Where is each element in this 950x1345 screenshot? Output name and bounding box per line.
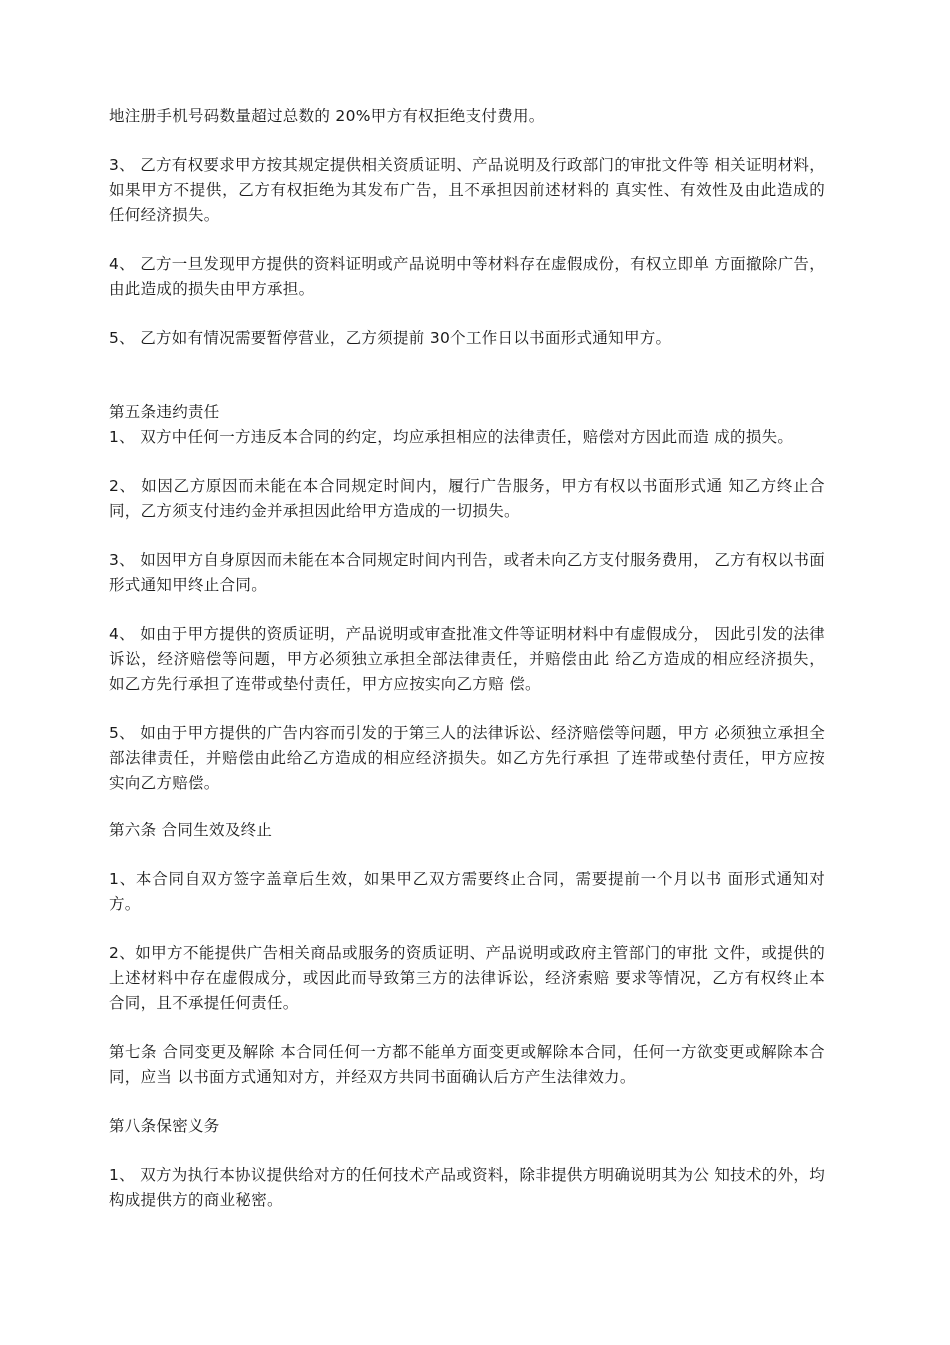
section-heading-5: 第五条违约责任 bbox=[109, 403, 220, 421]
clause-4-item-5: 5、 乙方如有情况需要暂停营业，乙方须提前 30个工作日以书面形式通知甲方。 bbox=[109, 329, 672, 347]
section-heading-6: 第六条 合同生效及终止 bbox=[109, 821, 273, 839]
clause-5-item-5: 5、 如由于甲方提供的广告内容而引发的于第三人的法律诉讼、经济赔偿等问题，甲方 必须独立承担全部法律责任，并赔偿由此给乙方造成的相应经济损失。如乙方先行承担 了连带或垫付责任，甲方应按实向乙方赔偿。 bbox=[109, 724, 825, 792]
clause-5-item-1: 1、 双方中任何一方违反本合同的约定，均应承担相应的法律责任，赔偿对方因此而造 成的损失。 bbox=[109, 428, 794, 446]
clause-6-item-1: 1、本合同自双方签字盖章后生效，如果甲乙双方需要终止合同，需要提前一个月以书 面形式通知对方。 bbox=[109, 870, 825, 913]
clause-8-item-1: 1、 双方为执行本协议提供给对方的任何技术产品或资料，除非提供方明确说明其为公 知技术的外，均构成提供方的商业秘密。 bbox=[109, 1166, 825, 1209]
clause-6-item-2: 2、如甲方不能提供广告相关商品或服务的资质证明、产品说明或政府主管部门的审批 文件，或提供的上述材料中存在虚假成分，或因此而导致第三方的法律诉讼，经济索赔 要求等情况，乙方有权终止本合同，且不承提任何责任。 bbox=[109, 944, 825, 1012]
section-7: 第七条 合同变更及解除 本合同任何一方都不能单方面变更或解除本合同，任何一方欲变更或解除本合同，应当 以书面方式通知对方，并经双方共同书面确认后方产生法律效力。 bbox=[109, 1043, 825, 1086]
document-page bbox=[109, 104, 825, 1213]
section-heading-8: 第八条保密义务 bbox=[109, 1117, 220, 1135]
clause-5-item-3: 3、 如因甲方自身原因而未能在本合同规定时间内刊告，或者未向乙方支付服务费用， 乙方有权以书面形式通知甲终止合同。 bbox=[109, 551, 825, 594]
paragraph-continued: 地注册手机号码数量超过总数的 20%甲方有权拒绝支付费用。 bbox=[109, 107, 545, 125]
clause-4-item-4: 4、 乙方一旦发现甲方提供的资料证明或产品说明中等材料存在虚假成份，有权立即单 方面撤除广告，由此造成的损失由甲方承担。 bbox=[109, 255, 825, 298]
clause-5-item-2: 2、 如因乙方原因而未能在本合同规定时间内，履行广告服务，甲方有权以书面形式通 知乙方终止合同，乙方须支付违约金并承担因此给甲方造成的一切损失。 bbox=[109, 477, 825, 520]
clause-4-item-3: 3、 乙方有权要求甲方按其规定提供相关资质证明、产品说明及行政部门的审批文件等 相关证明材料，如果甲方不提供，乙方有权拒绝为其发布广告，且不承担因前述材料的 真实性、有效性及由此造成的任何经济损失。 bbox=[109, 156, 825, 224]
clause-5-item-4: 4、 如由于甲方提供的资质证明，产品说明或审查批准文件等证明材料中有虚假成分， 因此引发的法律诉讼，经济赔偿等问题，甲方必须独立承担全部法律责任，并赔偿由此 给乙方造成的相应经济损失，如乙方先行承担了连带或垫付责任，甲方应按实向乙方赔 偿。 bbox=[109, 625, 825, 693]
